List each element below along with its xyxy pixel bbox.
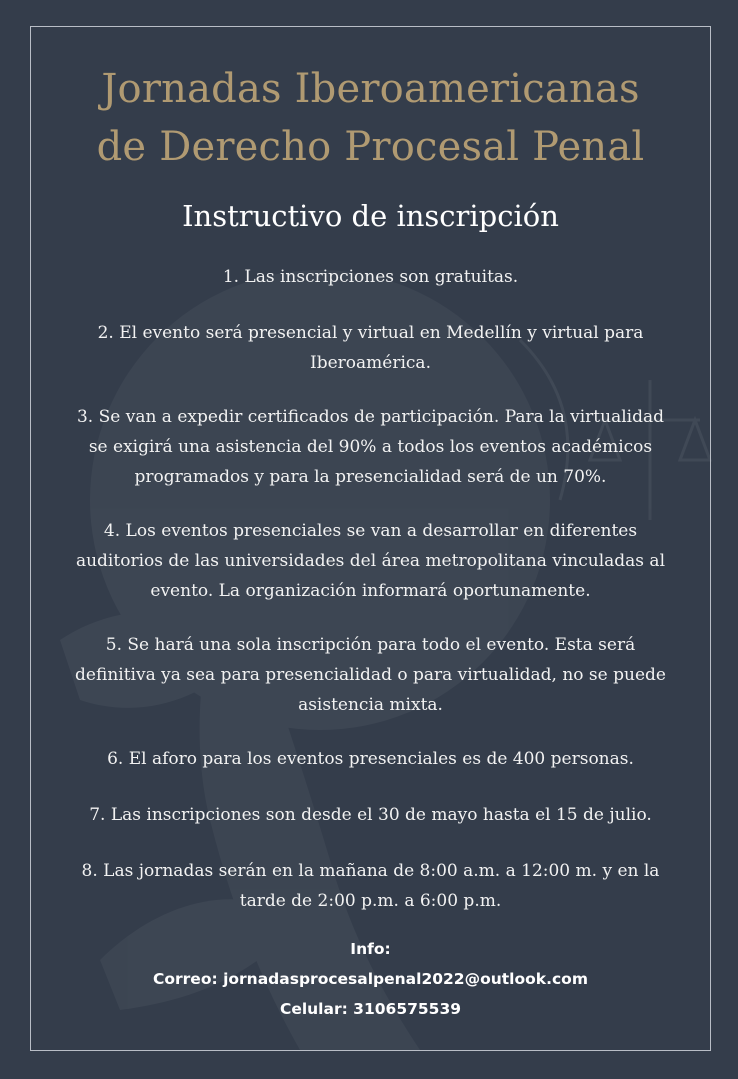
event-title-line1: Jornadas Iberoamericanas	[101, 66, 640, 112]
email-line: Correo: jornadasprocesalpenal2022@outlook.com	[153, 970, 588, 988]
instruction-item: 1. Las inscripciones son gratuitas.	[222, 267, 519, 287]
instruction-item: 5. Se hará una sola inscripción para todo el evento. Esta será definitiva ya sea para presencialidad o para virtualidad, no se puede asistencia mixta.	[75, 635, 666, 715]
instruction-item: 8. Las jornadas serán en la mañana de 8:00 a.m. a 12:00 m. y en la tarde de 2:00 p.m. a 6:00 p.m.	[81, 861, 660, 911]
instruction-item: 7. Las inscripciones son desde el 30 de mayo hasta el 15 de julio.	[89, 805, 652, 825]
event-title-line2: de Derecho Procesal Penal	[96, 124, 645, 170]
instruction-item: 4. Los eventos presenciales se van a desarrollar en diferentes auditorios de las universidades del área metropolitana vinculadas al evento. La organización informará oportunamente.	[75, 521, 666, 601]
event-title	[30, 60, 711, 176]
instruction-item: 2. El evento será presencial y virtual en Medellín y virtual para Iberoamérica.	[97, 323, 644, 373]
instruction-item: 6. El aforo para los eventos presenciales es de 400 personas.	[107, 749, 634, 769]
contact-info	[30, 934, 711, 1024]
phone-line: Celular: 3106575539	[279, 1000, 462, 1018]
instructions-heading: Instructivo de inscripción	[182, 199, 559, 233]
info-label: Info:	[350, 940, 391, 958]
instruction-item: 3. Se van a expedir certificados de participación. Para la virtualidad se exigirá una asistencia del 90% a todos los eventos académicos programados y para la presencialidad será de un 70%.	[76, 407, 664, 487]
